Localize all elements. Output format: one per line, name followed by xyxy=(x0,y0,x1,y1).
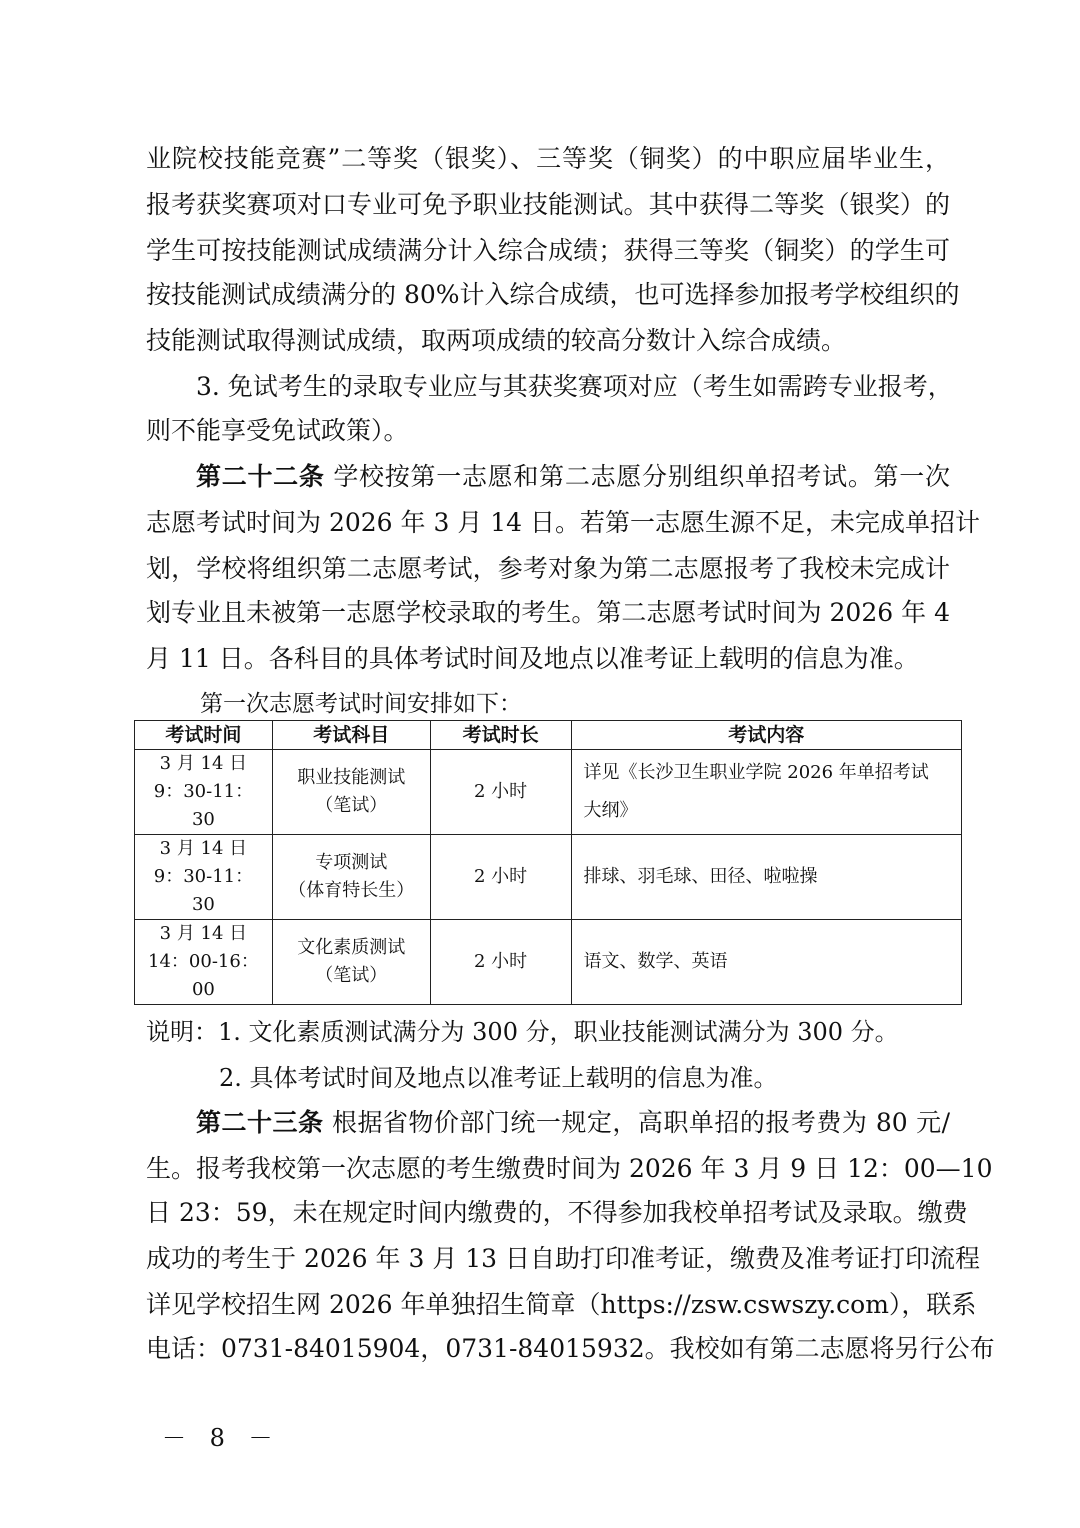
article-22-first-line xyxy=(196,454,950,500)
exam-schedule-table xyxy=(134,720,962,1005)
article-23-text: 根据省物价部门统一规定，高职单招的报考费为 80 元/ xyxy=(323,1108,950,1137)
item-3-line: 则不能享受免试政策）。 xyxy=(146,416,409,445)
table-note: 2. 具体考试时间及地点以准考证上载明的信息为准。 xyxy=(219,1064,778,1092)
table-caption: 第一次志愿考试时间安排如下： xyxy=(200,691,522,717)
exam-subject-cell: 专项测试 （体育特长生） xyxy=(272,835,430,920)
paragraph-line: 业院校技能竞赛”二等奖（银奖）、三等奖（铜奖）的中职应届毕业生， xyxy=(146,144,950,173)
exam-duration-cell: 2 小时 xyxy=(430,835,571,920)
table-row xyxy=(135,920,962,1005)
article-22-title: 第二十二条 xyxy=(196,462,325,491)
exam-subject-cell: 职业技能测试 （笔试） xyxy=(272,750,430,835)
article-23-line: 生。报考我校第一次志愿的考生缴费时间为 2026 年 3 月 9 日 12：00—10 xyxy=(146,1154,993,1183)
table-header-row xyxy=(135,721,962,750)
column-header: 考试科目 xyxy=(272,721,430,750)
column-header: 考试内容 xyxy=(571,721,961,750)
article-23-line: 日 23：59，未在规定时间内缴费的，不得参加我校单招考试及录取。缴费 xyxy=(146,1198,968,1227)
article-22-line: 志愿考试时间为 2026 年 3 月 14 日。若第一志愿生源不足，未完成单招计 xyxy=(146,508,981,537)
article-22-text: 学校按第一志愿和第二志愿分别组织单招考试。第一次 xyxy=(324,462,950,491)
article-23-title: 第二十三条 xyxy=(196,1108,324,1137)
exam-time-cell: 3 月 14 日 14：00-16： 00 xyxy=(135,920,273,1005)
exam-content-cell: 语文、数学、英语 xyxy=(571,920,961,1005)
column-header: 考试时长 xyxy=(430,721,571,750)
page-number: － 8 － xyxy=(162,1424,281,1452)
exam-time-cell: 3 月 14 日 9：30-11：30 xyxy=(135,835,273,920)
article-23-first-line xyxy=(196,1100,950,1146)
article-22-line: 月 11 日。各科目的具体考试时间及地点以准考证上载明的信息为准。 xyxy=(146,644,919,673)
article-22-line: 划，学校将组织第二志愿考试，参考对象为第二志愿报考了我校未完成计 xyxy=(146,554,950,583)
paragraph-line: 技能测试取得测试成绩，取两项成绩的较高分数计入综合成绩。 xyxy=(146,326,847,355)
table-row xyxy=(135,750,962,835)
exam-content-cell: 排球、羽毛球、田径、啦啦操 xyxy=(571,835,961,920)
article-22-line: 划专业且未被第一志愿学校录取的考生。第二志愿考试时间为 2026 年 4 xyxy=(146,598,950,627)
exam-subject-cell: 文化素质测试 （笔试） xyxy=(272,920,430,1005)
table-note: 说明：1. 文化素质测试满分为 300 分，职业技能测试满分为 300 分。 xyxy=(146,1018,899,1046)
item-3-line: 3. 免试考生的录取专业应与其获奖赛项对应（考生如需跨专业报考， xyxy=(196,372,953,401)
paragraph-line: 学生可按技能测试成绩满分计入综合成绩；获得三等奖（铜奖）的学生可 xyxy=(146,236,950,265)
exam-content-cell: 详见《长沙卫生职业学院 2026 年单招考试 大纲》 xyxy=(571,750,961,835)
table-row xyxy=(135,835,962,920)
paragraph-line: 报考获奖赛项对口专业可免予职业技能测试。其中获得二等奖（银奖）的 xyxy=(146,190,950,219)
article-23-line: 电话：0731-84015904，0731-84015932。我校如有第二志愿将另行公布 xyxy=(146,1334,995,1363)
paragraph-line: 按技能测试成绩满分的 80%计入综合成绩，也可选择参加报考学校组织的 xyxy=(146,280,960,309)
article-23-line: 成功的考生于 2026 年 3 月 13 日自助打印准考证，缴费及准考证打印流程 xyxy=(146,1244,981,1273)
column-header: 考试时间 xyxy=(135,721,273,750)
exam-duration-cell: 2 小时 xyxy=(430,920,571,1005)
exam-time-cell: 3 月 14 日 9：30-11：30 xyxy=(135,750,273,835)
exam-duration-cell: 2 小时 xyxy=(430,750,571,835)
article-23-line: 详见学校招生网 2026 年单独招生简章（https://zsw.cswszy.com），联系 xyxy=(146,1290,977,1319)
